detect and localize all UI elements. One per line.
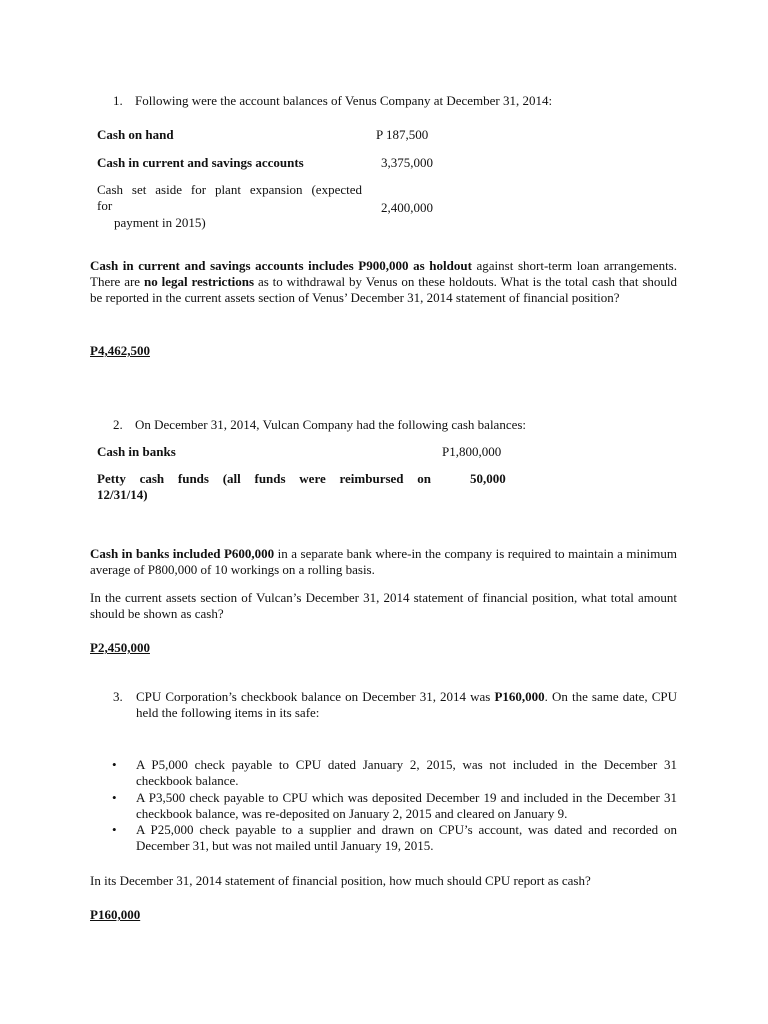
q1-paragraph: [90, 258, 677, 306]
q3-answer: P160,000: [90, 907, 141, 922]
q2-answer: P2,450,000: [90, 640, 150, 655]
q1-row-current-savings-value: 3,375,000: [381, 155, 433, 170]
q2-row-cash-in-banks-value: P1,800,000: [442, 444, 502, 459]
q1-para-bold1: Cash in current and savings accounts includes P900,000 as holdout: [90, 258, 472, 273]
q2-row-petty-cash-label-line1: Petty cash funds (all funds were reimbursed on: [97, 471, 431, 486]
q1-intro: Following were the account balances of Venus Company at December 31, 2014:: [135, 93, 553, 108]
q3-bullet-item-1: A P5,000 check payable to CPU dated January 2, 2015, was not included in the December 31 checkbook balance.: [136, 757, 677, 788]
q1-para-bold2: no legal restrictions: [143, 274, 255, 289]
q2-para1-text: in a separate bank where-in the company is required to maintain a minimum average of P800,000 of 10 workings on a rolling basis.: [90, 546, 677, 577]
q3-bullet-item-2: A P3,500 check payable to CPU which was deposited December 19 and included in the December 31 checkbook balance, was re-deposited on January 2, 2015 and cleared on January 9.: [136, 790, 677, 821]
q1-answer: P4,462,500: [90, 343, 150, 358]
q2-row-petty-cash-label-line2: 12/31/14): [97, 487, 148, 502]
q3-question: In its December 31, 2014 statement of financial position, how much should CPU report as cash?: [90, 873, 591, 888]
q3-bullet-symbol-3: •: [112, 822, 117, 837]
q2-row-cash-in-banks-label: Cash in banks: [97, 444, 176, 459]
q3-bullet-symbol-2: •: [112, 790, 117, 805]
q3-intro-text1: CPU Corporation’s checkbook balance on December 31, 2014 was: [136, 689, 495, 704]
q1-row-plant-expansion-label-line1: Cash set aside for plant expansion (expected: [97, 182, 362, 197]
q1-para-text2: as to withdrawal by Venus on these holdouts. What is the total cash that should be reported in the current assets section of Venus’ December 31, 2014 statement of financial position?: [90, 274, 677, 305]
q2-paragraph-1: [90, 546, 677, 578]
q2-paragraph-2: In the current assets section of Vulcan’s December 31, 2014 statement of financial position, what total amount should be shown as cash?: [90, 590, 677, 621]
q3-intro-bold: P160,000: [494, 689, 545, 704]
q3-number: 3.: [113, 689, 123, 704]
q3-bullet-item-3: A P25,000 check payable to a supplier and drawn on CPU’s account, was dated and recorded on December 31, but was not mailed until January 19, 2015.: [136, 822, 677, 853]
q1-row-cash-on-hand-value: P 187,500: [376, 127, 429, 142]
q1-para-text1: against short-term loan arrangements. There are: [90, 258, 677, 289]
q1-row-plant-expansion-label-line3: payment in 2015): [114, 215, 206, 230]
q1-row-plant-expansion-value: 2,400,000: [381, 200, 433, 215]
q1-row-cash-on-hand-label: Cash on hand: [97, 127, 174, 142]
q3-intro-text2: . On the same date, CPU held the following items in its safe:: [136, 689, 677, 720]
q2-intro: On December 31, 2014, Vulcan Company had the following cash balances:: [135, 417, 527, 432]
q3-intro: [136, 689, 677, 721]
q2-row-petty-cash-value: 50,000: [470, 471, 506, 486]
q1-number: 1.: [113, 93, 123, 108]
q2-number: 2.: [113, 417, 123, 432]
q1-row-current-savings-label: Cash in current and savings accounts: [97, 155, 304, 170]
q2-para1-bold: Cash in banks included P600,000: [90, 546, 275, 561]
q1-row-plant-expansion-label-line2: for: [97, 198, 113, 213]
q3-bullet-symbol-1: •: [112, 757, 117, 772]
